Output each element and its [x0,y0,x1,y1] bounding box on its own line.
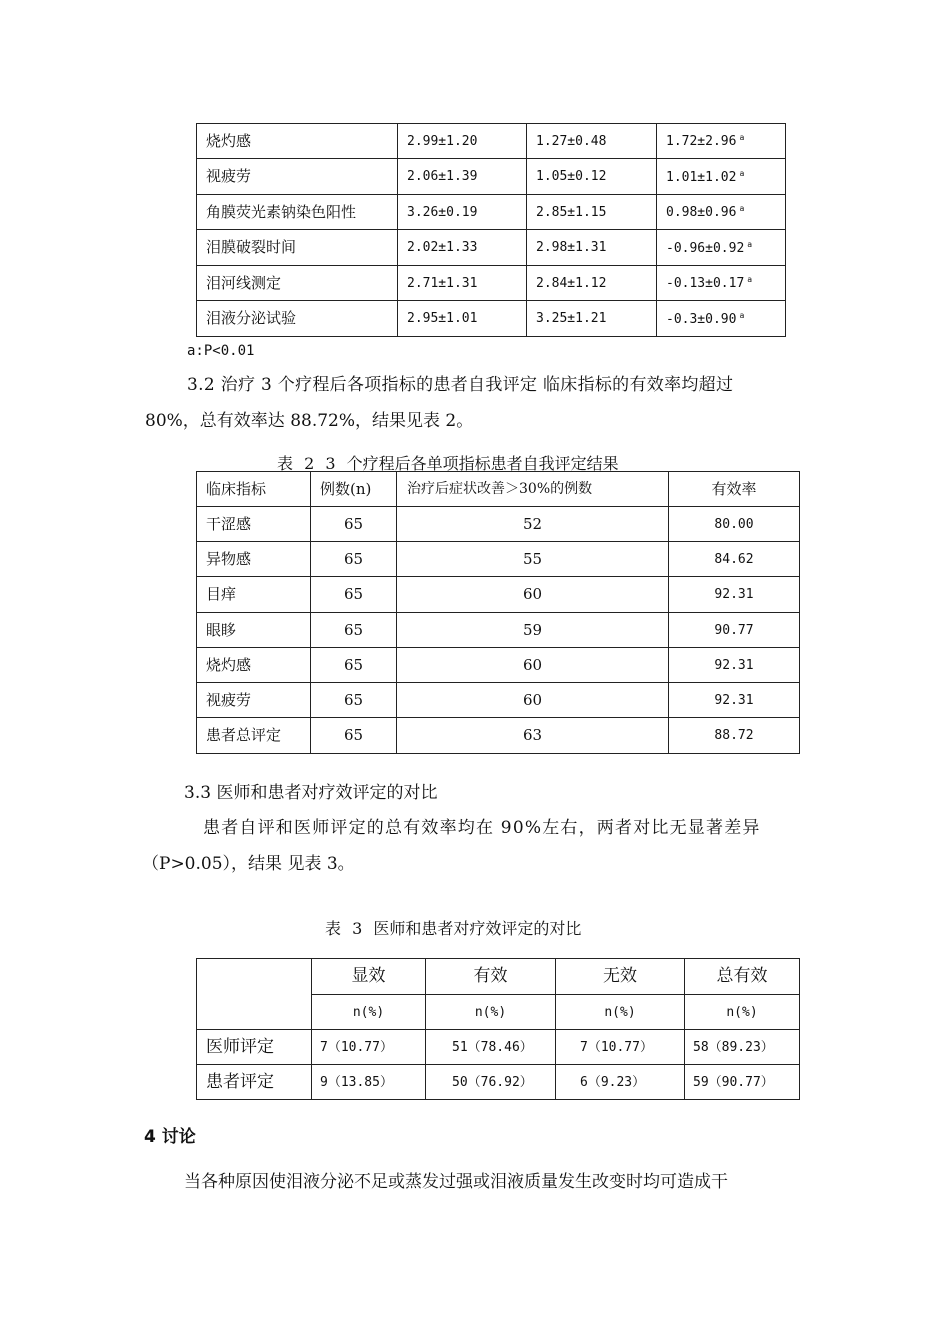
cell-marked: 7（10.77） [312,1030,426,1065]
cell-effective: 51（78.46） [426,1030,556,1065]
value-before: 2.95±1.01 [398,301,527,337]
indicator-name: 角膜荧光素钠染色阳性 [197,195,398,230]
header-ineffective: 无效 [556,959,685,995]
case-count: 65 [311,613,397,648]
value-after: 2.84±1.12 [527,266,657,301]
indicator-name: 异物感 [197,542,311,577]
effective-rate: 80.00 [669,507,800,542]
value-before: 2.71±1.31 [398,266,527,301]
section33-heading: 3.3 医师和患者对疗效评定的对比 [184,783,438,803]
indicator-name: 泪液分泌试验 [197,301,398,337]
table2 [196,471,800,754]
section4-line1: 当各种原因使泪液分泌不足或蒸发过强或泪液质量发生改变时均可造成干 [184,1172,728,1192]
table-row [197,577,800,613]
improved-count: 60 [397,683,669,718]
header-marked: 显效 [312,959,426,995]
table-row [197,542,800,577]
table1-note: a:P<0.01 [187,343,255,359]
value-after: 3.25±1.21 [527,301,657,337]
table-row [197,1065,800,1100]
effective-rate: 90.77 [669,613,800,648]
section32-line2: 80%，总有效率达 88.72%，结果见表 2。 [145,411,474,431]
value-diff: 1.72±2.96 $^a$ [657,124,786,159]
table-row [197,613,800,648]
subheader-total: n(%) [685,995,800,1030]
section4-heading: 4 讨论 [144,1127,196,1147]
improved-count: 59 [397,613,669,648]
table-row [197,266,786,301]
table-header-row [197,959,800,995]
cell-ineffective: 6（9.23） [556,1065,685,1100]
header-improved: 治疗后症状改善＞30%的例数 [397,472,669,507]
header-count: 例数(n) [311,472,397,507]
case-count: 65 [311,542,397,577]
value-diff: 1.01±1.02 $^a$ [657,159,786,195]
table-row [197,159,786,195]
table-row [197,230,786,266]
indicator-name: 目痒 [197,577,311,613]
improved-count: 55 [397,542,669,577]
indicator-name: 泪膜破裂时间 [197,230,398,266]
value-diff: 0.98±0.96 $^a$ [657,195,786,230]
case-count: 65 [311,577,397,613]
value-before: 2.06±1.39 [398,159,527,195]
table-row [197,718,800,754]
value-after: 1.05±0.12 [527,159,657,195]
improved-count: 63 [397,718,669,754]
header-effective: 有效 [426,959,556,995]
row-label: 患者评定 [197,1065,312,1100]
value-diff: -0.13±0.17 $^a$ [657,266,786,301]
improved-count: 52 [397,507,669,542]
table-row [197,648,800,683]
indicator-name: 烧灼感 [197,648,311,683]
subheader-effective: n(%) [426,995,556,1030]
case-count: 65 [311,683,397,718]
improved-count: 60 [397,648,669,683]
header-total: 总有效 [685,959,800,995]
indicator-name: 患者总评定 [197,718,311,754]
table-row [197,301,786,337]
header-blank [197,959,312,1030]
table-row [197,124,786,159]
cell-ineffective: 7（10.77） [556,1030,685,1065]
table-header-row [197,472,800,507]
indicator-name: 泪河线测定 [197,266,398,301]
indicator-name: 干涩感 [197,507,311,542]
section33-line1: 患者自评和医师评定的总有效率均在 90%左右，两者对比无显著差异 [203,818,761,838]
header-indicator: 临床指标 [197,472,311,507]
header-rate: 有效率 [669,472,800,507]
subheader-ineffective: n(%) [556,995,685,1030]
case-count: 65 [311,507,397,542]
effective-rate: 92.31 [669,577,800,613]
value-after: 2.85±1.15 [527,195,657,230]
table-row [197,683,800,718]
table1 [196,123,786,337]
value-after: 1.27±0.48 [527,124,657,159]
effective-rate: 84.62 [669,542,800,577]
value-before: 2.99±1.20 [398,124,527,159]
case-count: 65 [311,718,397,754]
subheader-marked: n(%) [312,995,426,1030]
indicator-name: 视疲劳 [197,159,398,195]
effective-rate: 88.72 [669,718,800,754]
table-row [197,1030,800,1065]
value-before: 3.26±0.19 [398,195,527,230]
indicator-name: 视疲劳 [197,683,311,718]
value-before: 2.02±1.33 [398,230,527,266]
section33-line2: （P>0.05），结果 见表 3。 [142,854,355,874]
table2-caption: 表 2 3 个疗程后各单项指标患者自我评定结果 [277,454,619,473]
cell-effective: 50（76.92） [426,1065,556,1100]
case-count: 65 [311,648,397,683]
indicator-name: 眼眵 [197,613,311,648]
table3-caption: 表 3 医师和患者对疗效评定的对比 [325,919,582,938]
cell-total: 58（89.23） [685,1030,800,1065]
section32-line1: 3.2 治疗 3 个疗程后各项指标的患者自我评定 临床指标的有效率均超过 [187,375,734,395]
cell-total: 59（90.77） [685,1065,800,1100]
table3 [196,958,800,1100]
effective-rate: 92.31 [669,683,800,718]
row-label: 医师评定 [197,1030,312,1065]
value-diff: -0.96±0.92 $^a$ [657,230,786,266]
indicator-name: 烧灼感 [197,124,398,159]
cell-marked: 9（13.85） [312,1065,426,1100]
value-after: 2.98±1.31 [527,230,657,266]
improved-count: 60 [397,577,669,613]
effective-rate: 92.31 [669,648,800,683]
value-diff: -0.3±0.90 $^a$ [657,301,786,337]
table-row [197,195,786,230]
table-row [197,507,800,542]
